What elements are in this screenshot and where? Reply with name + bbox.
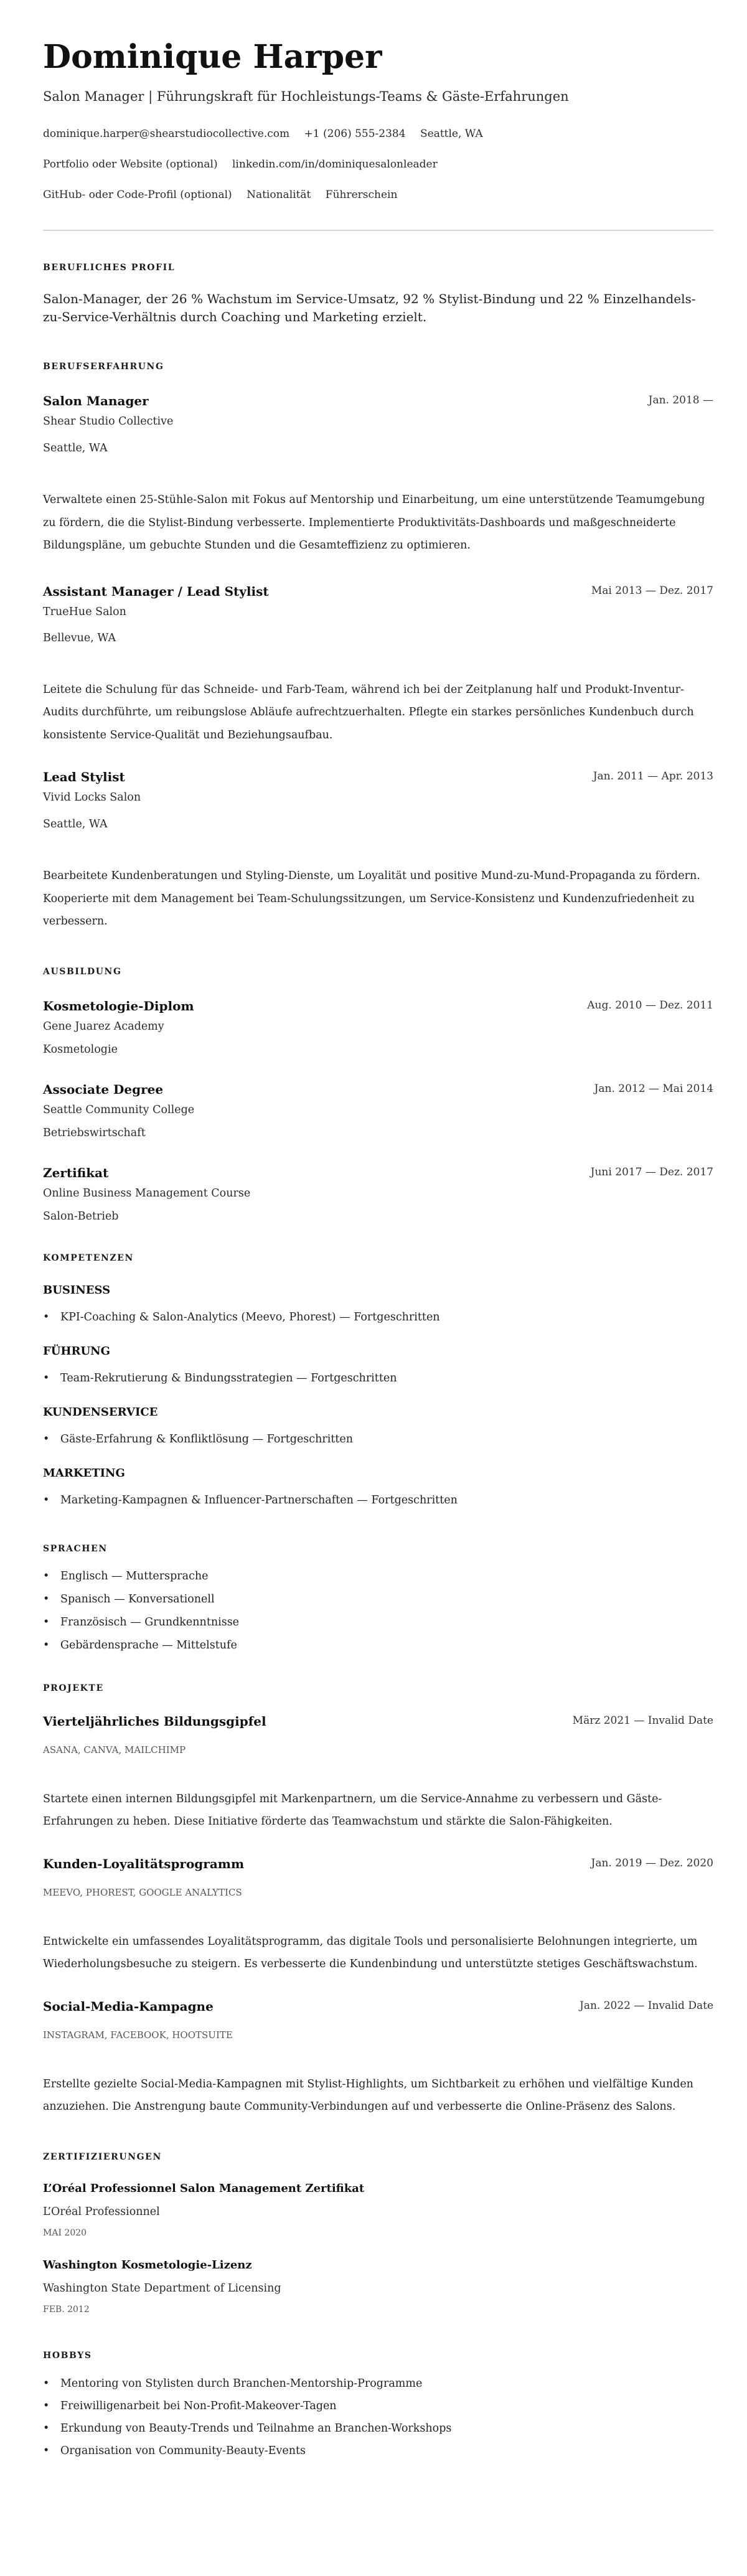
project-tech: ASANA, CANVA, MAILCHIMP (43, 1744, 186, 1756)
section-heading: HOBBYS (43, 2350, 92, 2361)
certification-entry (43, 2258, 713, 2316)
skill-category: BUSINESS (43, 1283, 111, 1297)
institution: Seattle Community College (43, 1103, 195, 1116)
location: Seattle, WA (420, 128, 483, 140)
hobbies-section (43, 2349, 713, 2462)
skills-section (43, 1252, 713, 1508)
project-description: Erstellte gezielte Social-Media-Kampagnen mit Stylist-Highlights, um Sichtbarkeit zu erhöhen und vielfältige Kunden anzuziehen. Die Anstrengung baute Community-Verbindungen auf und verbesserte die Online-Präsenz des Salons. (43, 2077, 693, 2113)
company: Vivid Locks Salon (43, 791, 141, 804)
profile-section (43, 261, 713, 326)
certification-issuer: L’Oréal Professionnel (43, 2205, 160, 2218)
language-item: • Englisch — Muttersprache (43, 1565, 713, 1588)
hobby-item: • Freiwilligenarbeit bei Non-Profit-Makeover-Tagen (43, 2395, 713, 2417)
phone[interactable]: +1 (206) 555-2384 (304, 128, 406, 140)
language-item: • Gebärdensprache — Mittelstufe (43, 1634, 713, 1657)
language-item: • Spanisch — Konversationell (43, 1588, 713, 1611)
resume-header (43, 39, 713, 202)
institution: Gene Juarez Academy (43, 1020, 164, 1033)
job-dates: Jan. 2018 — (648, 394, 713, 407)
project-description: Entwickelte ein umfassendes Loyalitätsprogramm, das digitale Tools und personalisierte Belohnungen integrierte, um Wiederholungsbesuche zu steigern. Es verbesserte die Kundenbindung und unterstützte stetiges Geschäftswachstum. (43, 1935, 698, 1970)
skill-item: • Gäste-Erfahrung & Konfliktlösung — Fortgeschritten (43, 1432, 713, 1447)
projects-section (43, 1682, 713, 2118)
certification-date: FEB. 2012 (43, 2304, 90, 2315)
project-title: Kunden-Loyalitätsprogramm (43, 1856, 245, 1871)
section-heading: ZERTIFIZIERUNGEN (43, 2151, 162, 2162)
experience-entry (43, 393, 713, 557)
skill-item: • Team-Rekrutierung & Bindungsstrategien — Fortgeschritten (43, 1371, 713, 1386)
experience-entry (43, 769, 713, 933)
project-tech: INSTAGRAM, FACEBOOK, HOOTSUITE (43, 2029, 233, 2041)
certifications-section (43, 2151, 713, 2316)
skill-category: FÜHRUNG (43, 1344, 110, 1358)
degree: Associate Degree (43, 1081, 164, 1097)
company: TrueHue Salon (43, 605, 126, 618)
education-entry (43, 1165, 713, 1224)
job-description: Bearbeitete Kundenberatungen und Styling-Dienste, um Loyalität und positive Mund-zu-Mund-Propaganda zu fördern. Kooperierte mit dem Management bei Team-Schulungssitzungen, um Service-Konsistenz und Kundenzufriedenheit zu verbessern. (43, 870, 700, 928)
skill-item: • KPI-Coaching & Salon-Analytics (Meevo, Phorest) — Fortgeschritten (43, 1310, 713, 1325)
project-tech: MEEVO, PHOREST, GOOGLE ANALYTICS (43, 1886, 242, 1898)
language-list (43, 1565, 713, 1657)
job-title: Salon Manager (43, 393, 149, 408)
hobby-item: • Erkundung von Beauty-Trends und Teilnahme an Branchen-Workshops (43, 2417, 713, 2440)
candidate-name: Dominique Harper (43, 38, 382, 76)
job-dates: Jan. 2011 — Apr. 2013 (593, 770, 713, 783)
field-of-study: Betriebswirtschaft (43, 1126, 146, 1139)
section-heading: BERUFLICHES PROFIL (43, 263, 176, 273)
email-link[interactable]: dominique.harper@shearstudiocollective.com (43, 128, 290, 140)
education-entry (43, 998, 713, 1057)
certification-title: Washington Kosmetologie-Lizenz (43, 2258, 252, 2272)
project-description: Startete einen internen Bildungsgipfel mit Markenpartnern, um die Service-Annahme zu verbessern und Gäste-Erfahrungen zu heben. Diese Initiative förderte das Teamwachstum und stärkte die Salon-Fähigkeiten. (43, 1792, 662, 1828)
linkedin-link[interactable]: linkedin.com/in/dominiquesalonleader (232, 158, 438, 171)
language-item: • Französisch — Grundkenntnisse (43, 1611, 713, 1634)
section-heading: PROJEKTE (43, 1683, 104, 1693)
company: Shear Studio Collective (43, 415, 174, 428)
nationality: Nationalität (247, 189, 311, 201)
skill-category: KUNDENSERVICE (43, 1405, 158, 1419)
certification-date: MAI 2020 (43, 2227, 87, 2238)
header-divider (43, 230, 713, 231)
contact-row (43, 126, 713, 141)
job-description: Leitete die Schulung für das Schneide- und Farb-Team, während ich bei der Zeitplanung half und Produkt-Inventur-Audits durchführte, um reibungslose Abläufe aufrechtzuerhalten. Pflegte ein starkes persönliches Kundenbuch durch konsistente Service-Qualität und Beziehungsaufbau. (43, 683, 694, 741)
degree: Kosmetologie-Diplom (43, 998, 194, 1013)
hobby-item: • Organisation von Community-Beauty-Events (43, 2440, 713, 2462)
job-location: Bellevue, WA (43, 631, 116, 644)
project-title: Vierteljährliches Bildungsgipfel (43, 1713, 266, 1729)
certification-issuer: Washington State Department of Licensing (43, 2282, 281, 2295)
portfolio-link[interactable]: Portfolio oder Website (optional) (43, 158, 218, 171)
project-dates: Jan. 2022 — Invalid Date (580, 1999, 713, 2012)
contact-row (43, 157, 713, 172)
hobby-item: • Mentoring von Stylisten durch Branchen-Mentorship-Programme (43, 2372, 713, 2395)
contact-row (43, 187, 713, 202)
section-heading: BERUFSERFAHRUNG (43, 362, 164, 372)
job-dates: Mai 2013 — Dez. 2017 (591, 584, 713, 597)
job-description: Verwaltete einen 25-Stühle-Salon mit Fokus auf Mentorship und Einarbeitung, um eine unterstützende Teamumgebung zu fördern, die die Stylist-Bindung verbesserte. Implementierte Produktivitäts-Dashboards und maßgeschneiderte Bildungspläne, um gebuchte Stunden und die Gesamteffizienz zu optimieren. (43, 494, 705, 552)
headline: Salon Manager | Führungskraft für Hochleistungs-Teams & Gäste-Erfahrungen (43, 89, 569, 104)
skill-list (43, 1432, 713, 1447)
education-dates: Juni 2017 — Dez. 2017 (590, 1165, 713, 1178)
education-entry (43, 1081, 713, 1140)
project-entry (43, 1713, 713, 1833)
project-entry (43, 1856, 713, 1976)
education-section (43, 966, 713, 1224)
job-title: Assistant Manager / Lead Stylist (43, 583, 269, 599)
section-heading: AUSBILDUNG (43, 966, 122, 977)
job-location: Seattle, WA (43, 818, 108, 830)
github-link[interactable]: GitHub- oder Code-Profil (optional) (43, 189, 232, 201)
skill-list (43, 1493, 713, 1508)
project-dates: Jan. 2019 — Dez. 2020 (591, 1856, 713, 1869)
field-of-study: Salon-Betrieb (43, 1210, 119, 1223)
drivers-license: Führerschein (325, 189, 398, 201)
skill-category: MARKETING (43, 1466, 125, 1480)
experience-entry (43, 583, 713, 747)
job-title: Lead Stylist (43, 769, 125, 784)
skill-list (43, 1310, 713, 1325)
skill-item: • Marketing-Kampagnen & Influencer-Partnerschaften — Fortgeschritten (43, 1493, 713, 1508)
education-dates: Aug. 2010 — Dez. 2011 (587, 999, 713, 1012)
profile-summary: Salon-Manager, der 26 % Wachstum im Service-Umsatz, 92 % Stylist-Bindung und 22 % Einzelhandels-zu-Service-Verhältnis durch Coaching und Marketing erzielt. (43, 291, 696, 324)
section-heading: KOMPETENZEN (43, 1253, 134, 1263)
degree: Zertifikat (43, 1165, 109, 1180)
experience-section (43, 360, 713, 933)
certification-entry (43, 2181, 713, 2239)
hobby-list (43, 2372, 713, 2462)
skill-list (43, 1371, 713, 1386)
field-of-study: Kosmetologie (43, 1043, 118, 1056)
project-title: Social-Media-Kampagne (43, 1998, 214, 2014)
project-entry (43, 1998, 713, 2118)
job-location: Seattle, WA (43, 442, 108, 454)
project-dates: März 2021 — Invalid Date (572, 1714, 713, 1727)
certification-title: L’Oréal Professionnel Salon Management Zertifikat (43, 2181, 365, 2195)
education-dates: Jan. 2012 — Mai 2014 (594, 1082, 713, 1095)
languages-section (43, 1543, 713, 1657)
section-heading: SPRACHEN (43, 1543, 108, 1554)
institution: Online Business Management Course (43, 1187, 251, 1200)
